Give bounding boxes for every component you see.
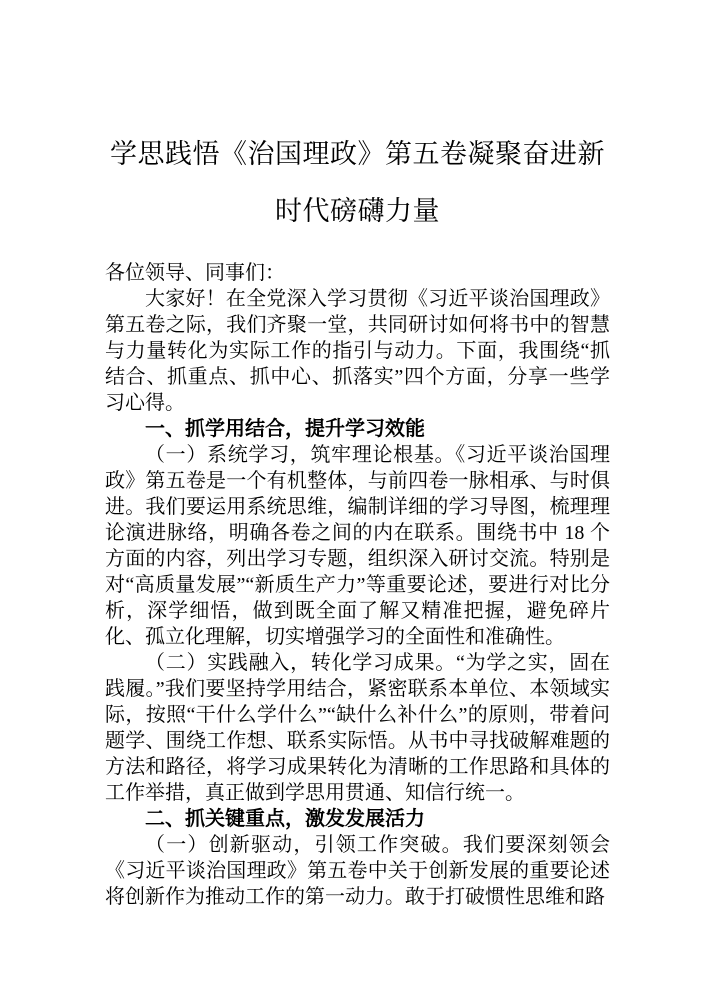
section1-paragraph-1: （一）系统学习，筑牢理论根基。《习近平谈治国理政》第五卷是一个有机整体，与前四卷一脉相承、与时俱进。我们要运用系统思维，编制详细的学习导图，梳理理论演进脉络，明确各卷之间的内在联系。围绕书中 18 个方面的内容，列出学习专题，组织深入研讨交流。特别是对“高质量发展”“新质生产力”等重要论述，要进行对比分析，深学细悟，做到既全面了解又精准把握，避免碎片化、孤立化理解，切实增强学习的全面性和准确性。 [105, 444, 610, 648]
section2-paragraph-1: （一）创新驱动，引领工作突破。我们要深刻领会《习近平谈治国理政》第五卷中关于创新发展的重要论述将创新作为推动工作的第一动力。敢于打破惯性思维和路 [105, 834, 610, 908]
document-title: 学思践悟《治国理政》第五卷凝聚奋进新时代磅礴力量 [110, 139, 605, 226]
section-heading-2: 二、抓关键重点，激发发展活力 [145, 808, 425, 830]
salutation-line: 各位领导、同事们： [105, 262, 285, 284]
section-heading-1: 一、抓学用结合，提升学习效能 [145, 418, 425, 440]
opening-paragraph: 大家好！在全党深入学习贯彻《习近平谈治国理政》第五卷之际，我们齐聚一堂，共同研讨如何将书中的智慧与力量转化为实际工作的指引与动力。下面，我围绕“抓结合、抓重点、抓中心、抓落实”四个方面，分享一些学习心得。 [105, 288, 610, 414]
section1-paragraph-2: （二）实践融入，转化学习成果。“为学之实，固在践履。”我们要坚持学用结合，紧密联系本单位、本领域实际，按照“干什么学什么”“缺什么补什么”的原则，带着问题学、围绕工作想、联系实际悟。从书中寻找破解难题的方法和路径，将学习成果转化为清晰的工作思路和具体的工作举措，真正做到学思用贯通、知信行统一。 [105, 652, 610, 804]
